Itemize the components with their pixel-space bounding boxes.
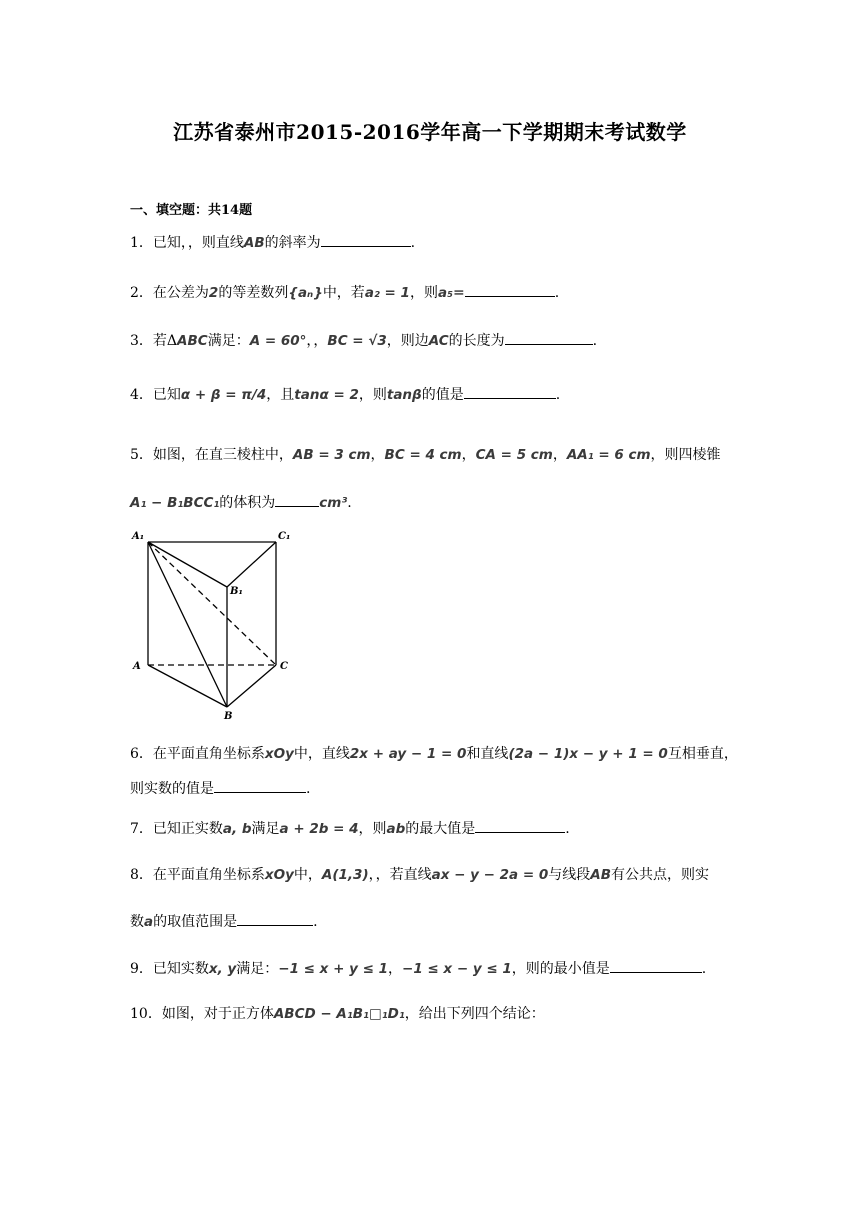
answer-blank	[610, 958, 702, 973]
question-9: 9．已知实数x, y满足：−1 ≤ x + y ≤ 1，−1 ≤ x − y ≤ 1，则的最小值是 .	[130, 958, 730, 979]
question-10: 10．如图，对于正方体ABCD − A₁B₁□₁D₁，给出下列四个结论：	[130, 1006, 545, 1022]
document-title: 江苏省泰州市2015-2016学年高一下学期期末考试数学	[173, 120, 687, 144]
answer-blank	[275, 492, 319, 507]
prism-diagram	[128, 527, 298, 723]
answer-blank	[237, 911, 313, 926]
label-A1: A₁	[132, 531, 145, 542]
label-B1: B₁	[230, 586, 243, 597]
answer-blank	[465, 282, 555, 297]
question-8-cont: 数a的取值范围是 .	[130, 911, 730, 932]
question-2: 2．在公差为2的等差数列{aₙ}中，若a₂ = 1，则a₅= .	[130, 282, 730, 303]
question-5-cont: A₁ − B₁BCC₁的体积为 cm³.	[130, 492, 730, 513]
question-7: 7．已知正实数a, b满足a + 2b = 4，则ab的最大值是 .	[130, 818, 730, 839]
question-3: 3．若ΔABC满足：A = 60°，，BC = √3，则边AC的长度为 .	[130, 330, 730, 351]
question-6: 6．在平面直角坐标系xOy中，直线2x + ay − 1 = 0和直线(2a − 1)x − y + 1 = 0互相垂直，	[130, 746, 738, 762]
label-B: B	[224, 711, 233, 722]
question-1: 1．已知，，则直线AB的斜率为 .	[130, 232, 730, 253]
answer-blank	[214, 778, 306, 793]
question-6-cont: 则实数的值是 .	[130, 778, 730, 799]
answer-blank	[475, 818, 565, 833]
label-C: C	[280, 661, 288, 672]
answer-blank	[321, 232, 411, 247]
prism-figure	[128, 527, 298, 723]
question-4: 4．已知α + β = π/4，且tanα = 2，则tanβ的值是 .	[130, 384, 730, 405]
question-8: 8．在平面直角坐标系xOy中，A(1,3)，，若直线ax − y − 2a = 0与线段AB有公共点，则实	[130, 867, 710, 883]
question-5: 5．如图，在直三棱柱中，AB = 3 cm，BC = 4 cm，CA = 5 cm，AA₁ = 6 cm，则四棱锥	[130, 447, 721, 463]
answer-blank	[505, 330, 593, 345]
section-heading: 一、填空题：共14题	[130, 203, 253, 218]
label-A: A	[133, 661, 141, 672]
label-C1: C₁	[278, 531, 291, 542]
answer-blank	[464, 384, 556, 399]
